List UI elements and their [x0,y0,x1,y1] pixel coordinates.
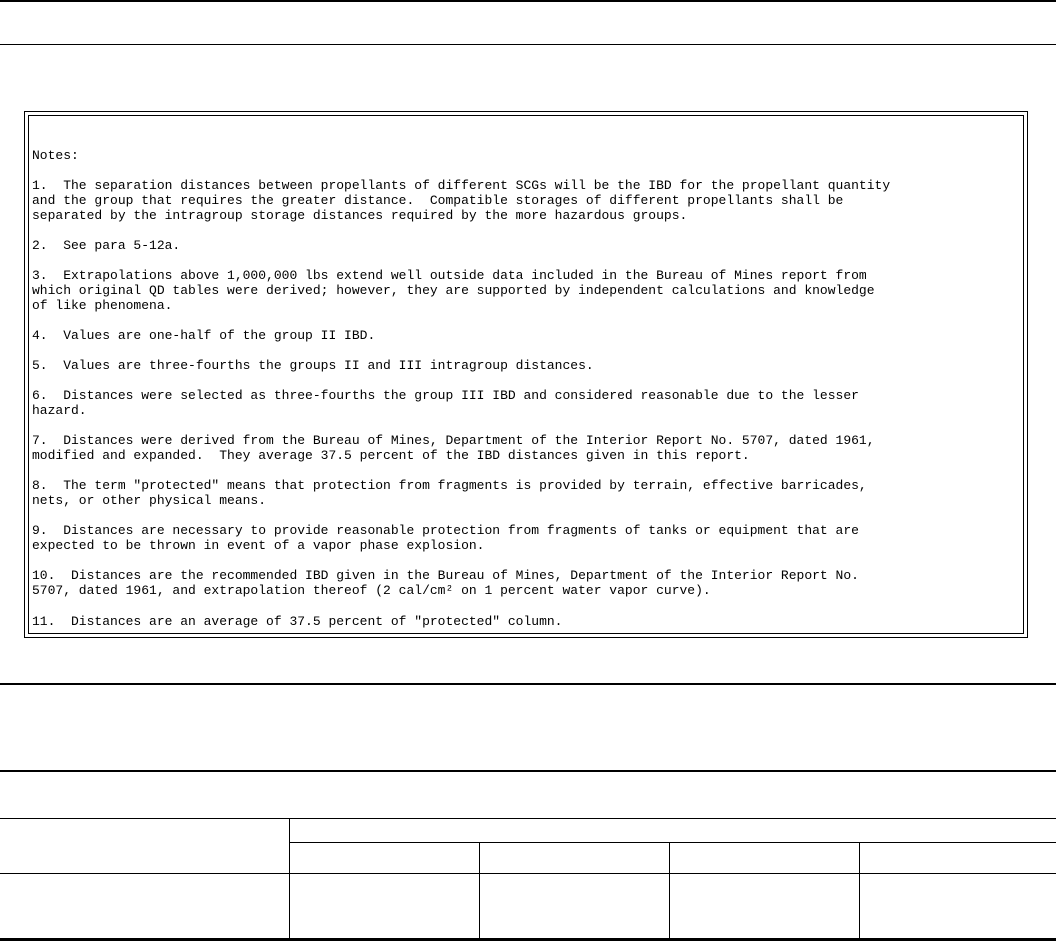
note-line: expected to be thrown in event of a vapor phase explosion. [32,538,485,553]
note-item [32,178,890,223]
note-line: of like phenomena. [32,298,173,313]
note-line: 8. The term "protected" means that protection from fragments is provided by terrain, effective barricades, [32,478,867,493]
note-item [32,614,563,629]
note-item [32,358,594,373]
note-item [32,388,859,418]
note-line: 9. Distances are necessary to provide reasonable protection from fragments of tanks or equipment that are [32,523,859,538]
note-line: 1. The separation distances between propellants of different SCGs will be the IBD for the propellant quantity [32,178,891,193]
note-line: which original QD tables were derived; however, they are supported by independent calculations and knowledge [32,283,875,298]
note-line: separated by the intragroup storage distances required by the more hazardous groups. [32,208,688,223]
table-subheader-rule [289,842,1056,843]
table-bottom-rule [0,938,1056,941]
note-line: 3. Extrapolations above 1,000,000 lbs extend well outside data included in the Bureau of Mines report from [32,268,867,283]
note-line: 10. Distances are the recommended IBD given in the Bureau of Mines, Department of the Interior Report No. [32,568,859,583]
note-item [32,523,859,553]
note-line: hazard. [32,403,87,418]
note-line: 5. Values are three-fourths the groups II and III intragroup distances. [32,358,594,373]
top-rule [0,44,1056,45]
notes-heading: Notes: [32,148,79,163]
table-col-divider-main [289,818,290,940]
section-rule-1 [0,683,1056,685]
note-line: modified and expanded. They average 37.5 percent of the IBD distances given in this report. [32,448,750,463]
table-col-divider-2 [479,842,480,940]
table-col-divider-3 [669,842,670,940]
note-line: and the group that requires the greater distance. Compatible storages of different propellants shall be [32,193,844,208]
note-line: 7. Distances were derived from the Bureau of Mines, Department of the Interior Report No. 5707, dated 1961, [32,433,875,448]
top-border-thick [0,0,1056,2]
note-line: nets, or other physical means. [32,493,267,508]
note-line: 6. Distances were selected as three-fourths the group III IBD and considered reasonable due to the lesser [32,388,859,403]
note-line: 2. See para 5-12a. [32,238,181,253]
note-line: 4. Values are one-half of the group II IBD. [32,328,376,343]
note-item [32,478,867,508]
table-col-divider-4 [859,842,860,940]
note-item [32,238,180,253]
note-line: 5707, dated 1961, and extrapolation thereof (2 cal/cm² on 1 percent water vapor curve). [32,583,711,598]
note-item [32,433,875,463]
note-item [32,268,875,313]
section-rule-2 [0,770,1056,772]
note-item [32,328,375,343]
table-top-rule [0,818,1056,819]
note-line: 11. Distances are an average of 37.5 percent of "protected" column. [32,614,563,629]
table-header-bottom-rule [0,873,1056,874]
note-item [32,568,859,598]
